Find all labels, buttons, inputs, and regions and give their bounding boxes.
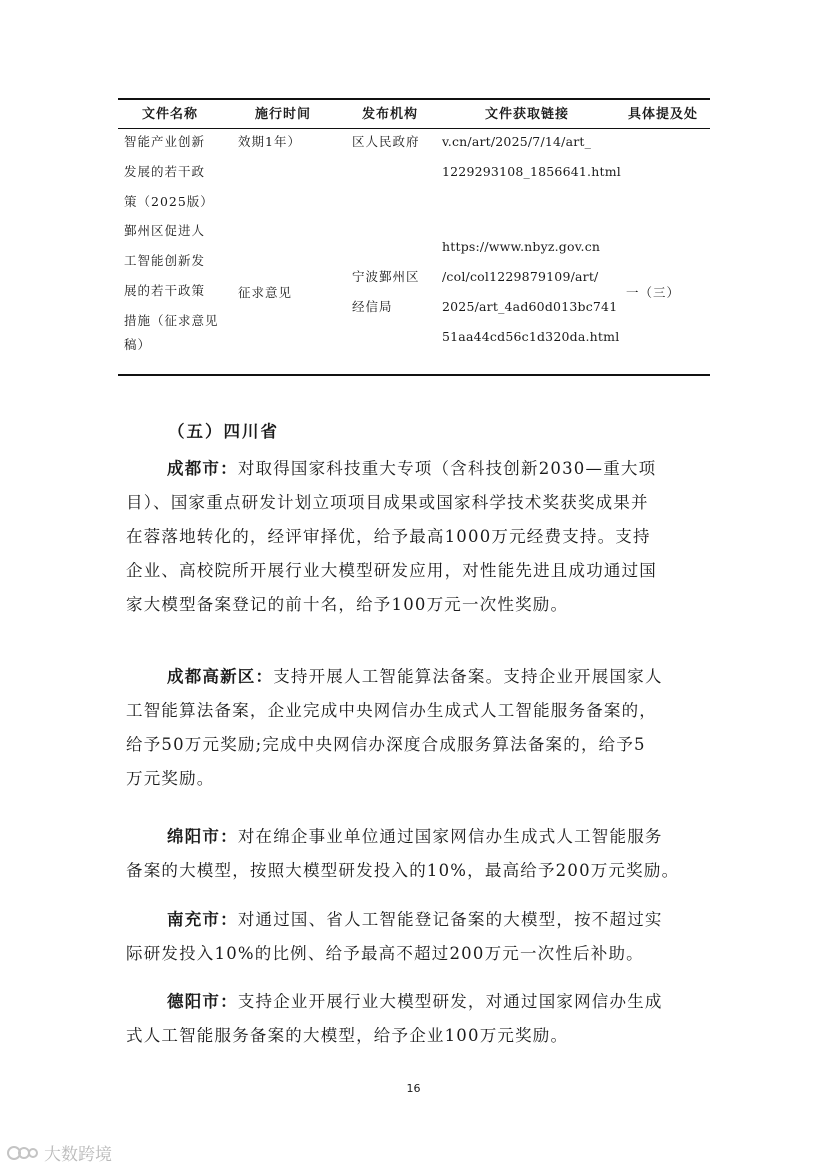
table-cell-reference: 一（三） (626, 285, 681, 300)
table-bottom-rule (118, 374, 710, 376)
table-header-reference: 具体提及处 (628, 107, 699, 122)
paragraph-lead: 德阳市： (167, 992, 238, 1011)
table-cell-time: 征求意见 (238, 285, 293, 300)
page-number: 16 (406, 1082, 421, 1095)
table-header-issuer: 发布机构 (362, 107, 419, 122)
table-cell-link: v.cn/art/2025/7/14/art_ 1229293108_1856641.html (442, 134, 621, 179)
watermark (6, 1140, 112, 1165)
paragraph-chengdu: 成都市：对取得国家科技重大专项（含科技创新2030—重大项 目）、国家重点研发计划立项项目成果或国家科学技术奖获奖成果并 在蓉落地转化的，经评审择优，给予最高1000万元经费支持。支持 企业、高校院所开展行业大模型研发应用，对性能先进且成功通过国 家大模型备案登记的前十名，给予100万元一次性奖励。 (126, 459, 657, 614)
table-top-rule (118, 98, 710, 100)
paragraph-deyang: 德阳市：支持企业开展行业大模型研发，对通过国家网信办生成 式人工智能服务备案的大模型，给予企业100万元奖励。 (126, 992, 663, 1045)
table-cell-issuer: 宁波鄞州区 经信局 (352, 269, 420, 314)
paragraph-lead: 绵阳市： (167, 827, 238, 846)
table-cell-name: 智能产业创新 发展的若干政 策（2025版） (124, 134, 214, 209)
paragraph-lead: 成都市： (167, 459, 238, 478)
paragraph-lead: 南充市： (167, 910, 238, 929)
paragraph-chengdu-hi-tech: 成都高新区：支持开展人工智能算法备案。支持企业开展国家人 工智能算法备案，企业完成中央网信办生成式人工智能服务备案的， 给予50万元奖励;完成中央网信办深度合成服务算法备案的，给予5 万元奖励。 (126, 667, 663, 788)
table-cell-name: 鄞州区促进人 工智能创新发 展的若干政策 措施（征求意见 稿） (124, 223, 219, 352)
watermark-text: 大数跨境 (44, 1145, 112, 1165)
paragraph-mianyang: 绵阳市：对在绵企事业单位通过国家网信办生成式人工智能服务 备案的大模型，按照大模型研发投入的10%，最高给予200万元奖励。 (126, 827, 680, 880)
table-cell-link: https://www.nbyz.gov.cn /col/col1229879109/art/ 2025/art_4ad60d013bc741 51aa44cd56c1d320da.html (442, 239, 620, 344)
table-header-name: 文件名称 (142, 107, 199, 122)
table-header-link: 文件获取链接 (485, 107, 570, 122)
paragraph-lead: 成都高新区： (167, 667, 274, 686)
brand-logo-icon (6, 1143, 40, 1163)
paragraph-nanchong: 南充市：对通过国、省人工智能登记备案的大模型，按不超过实 际研发投入10%的比例、给予最高不超过200万元一次性后补助。 (126, 910, 663, 963)
table-header-time: 施行时间 (255, 107, 312, 122)
table-cell-time: 效期1年） (238, 134, 301, 149)
section-heading: （五）四川省 (168, 422, 279, 441)
table-cell-issuer: 区人民政府 (352, 134, 420, 149)
